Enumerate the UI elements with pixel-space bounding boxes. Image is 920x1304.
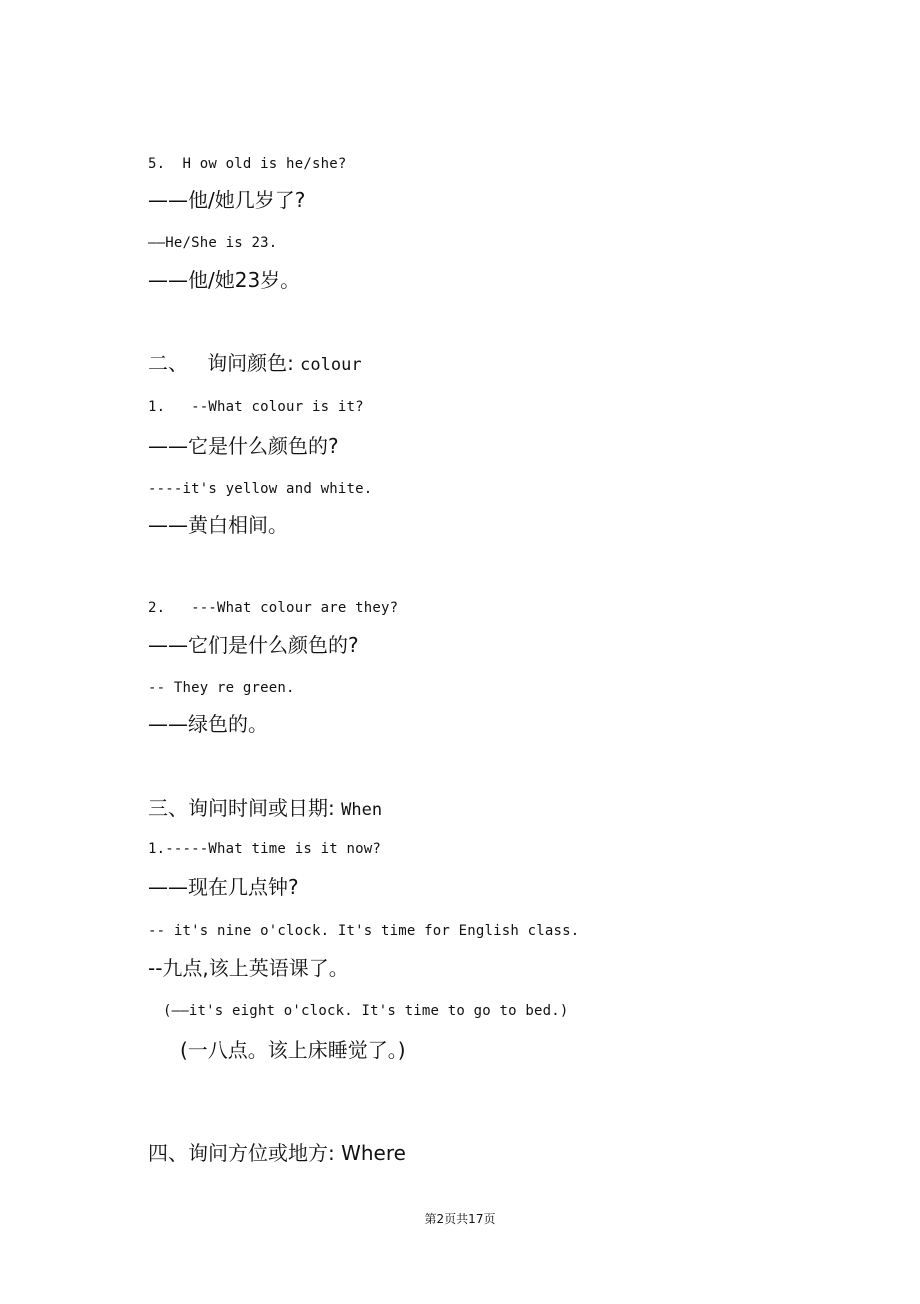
- section-2-heading-prefix: 二、 询问颜色:: [148, 351, 301, 375]
- section-4-heading-prefix: 四、询问方位或地方:: [148, 1141, 342, 1165]
- section-4-heading: [148, 1143, 406, 1163]
- time-alt-answer-chinese: (一八点。该上床睡觉了。): [180, 1038, 406, 1062]
- colour-answer-1-english: ----it's yellow and white.: [148, 481, 373, 497]
- colour-answer-2-chinese: ——绿色的。: [148, 712, 268, 736]
- colour-answer-1-chinese: ——黄白相间。: [148, 513, 288, 537]
- colour-question-2-english: 2. ---What colour are they?: [148, 600, 399, 616]
- time-question-1-english: 1.-----What time is it now?: [148, 841, 381, 857]
- page-number-footer: 第2页共17页: [424, 1212, 496, 1226]
- colour-answer-2-english: -- They re green.: [148, 680, 295, 696]
- answer-5-english: ——He/She is 23.: [148, 235, 278, 251]
- section-2-heading: [148, 353, 362, 374]
- time-alt-answer-english: (——it's eight o'clock. It's time to go to bed.): [163, 1003, 569, 1019]
- colour-question-2-chinese: ——它们是什么颜色的?: [148, 633, 359, 657]
- section-3-heading: [148, 798, 382, 819]
- time-answer-1-chinese: --九点,该上英语课了。: [148, 956, 349, 980]
- answer-5-chinese: ——他/她23岁。: [148, 268, 301, 292]
- section-2-heading-keyword: colour: [300, 355, 362, 375]
- section-4-heading-keyword: Where: [341, 1141, 406, 1165]
- question-5-english: 5. H ow old is he/she?: [148, 156, 347, 172]
- section-3-heading-keyword: When: [341, 800, 383, 820]
- section-3-heading-prefix: 三、询问时间或日期:: [148, 796, 342, 820]
- time-answer-1-english: -- it's nine o'clock. It's time for English class.: [148, 923, 580, 939]
- question-5-chinese: ——他/她几岁了?: [148, 188, 306, 212]
- colour-question-1-chinese: ——它是什么颜色的?: [148, 434, 339, 458]
- time-question-1-chinese: ——现在几点钟?: [148, 875, 299, 899]
- colour-question-1-english: 1. --What colour is it?: [148, 399, 364, 415]
